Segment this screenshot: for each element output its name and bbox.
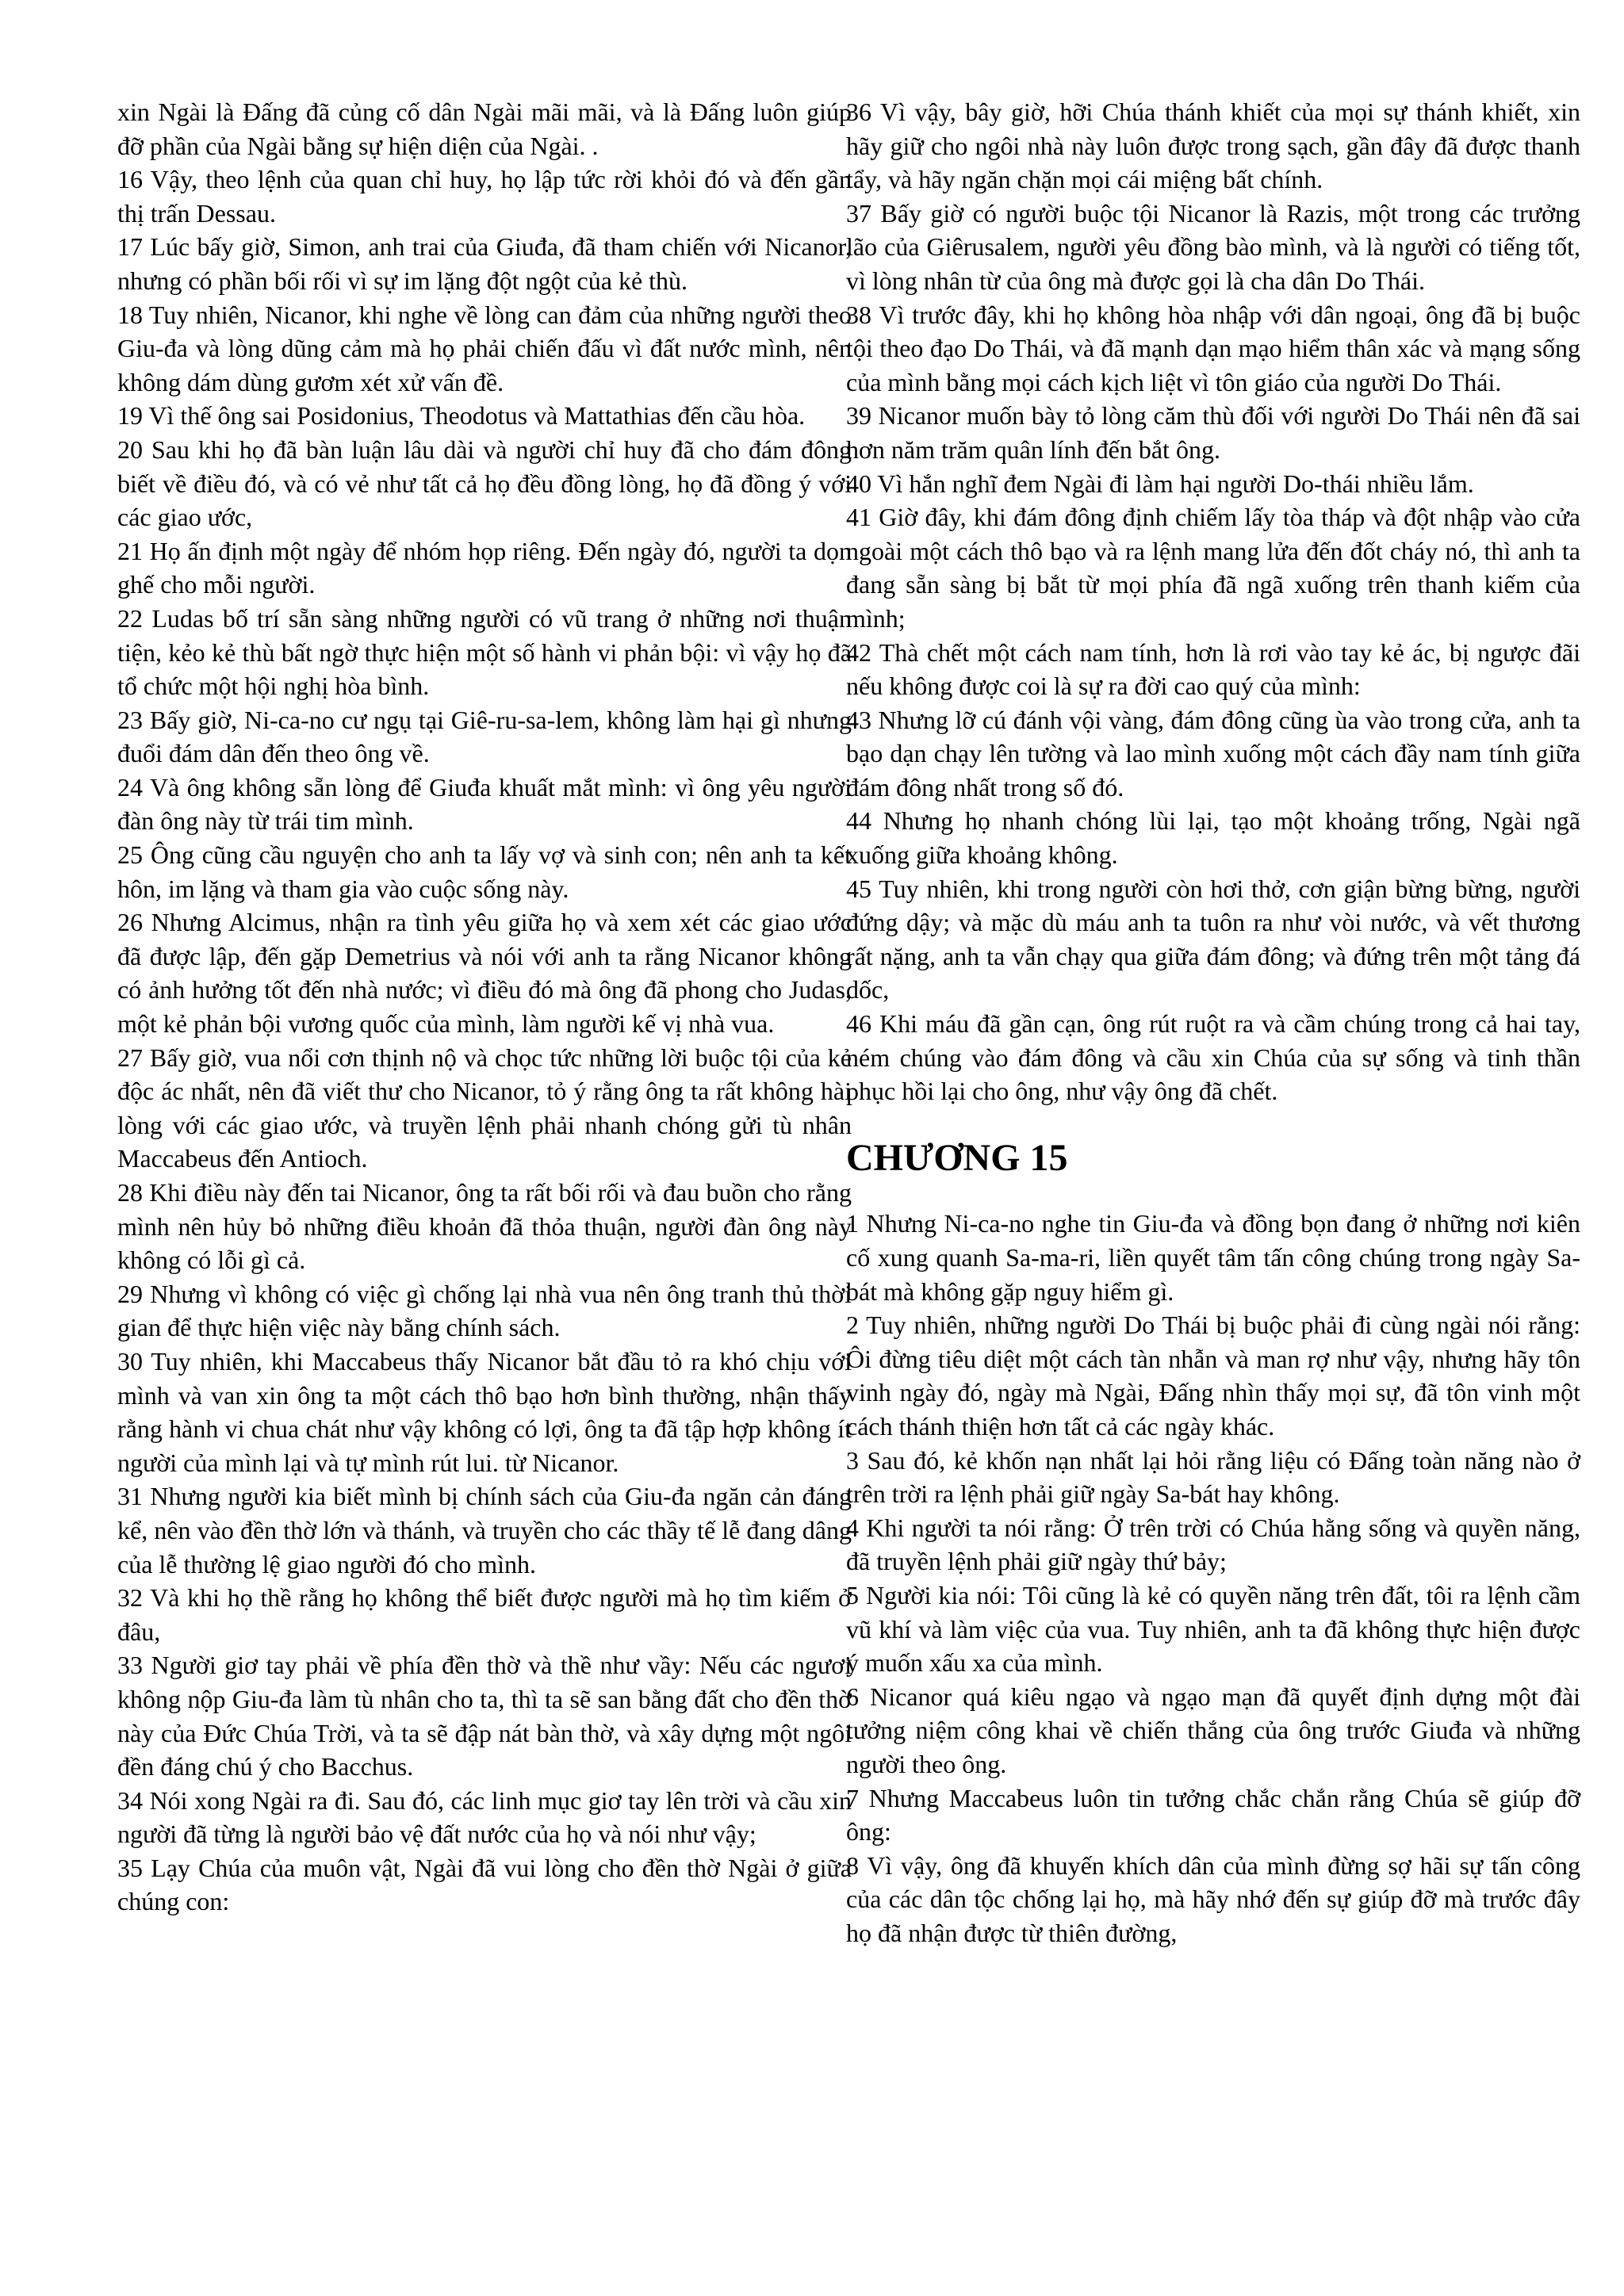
verse-40: 40 Vì hắn nghĩ đem Ngài đi làm hại người Do-thái nhiều lắm.	[846, 469, 1474, 498]
verse-20: 20 Sau khi họ đã bàn luận lâu dài và người chỉ huy đã cho đám đông biết về điều đó, và có vẻ như tất cả họ đều đồng lòng, họ đã đồng ý với các giao ước,	[117, 434, 852, 532]
right-column	[846, 95, 1580, 1950]
chapter-heading: CHƯƠNG 15	[846, 1136, 1068, 1179]
verse-25: 25 Ông cũng cầu nguyện cho anh ta lấy vợ và sinh con; nên anh ta kết hôn, im lặng và tham gia vào cuộc sống này.	[117, 840, 852, 903]
verse-27: 27 Bấy giờ, vua nổi cơn thịnh nộ và chọc tức những lời buộc tội của kẻ độc ác nhất, nên đã viết thư cho Nicanor, tỏ ý rằng ông ta rất không hài lòng với các giao ước, và truyền lệnh phải nhanh chóng gửi tù nhân Maccabeus đến Antioch.	[117, 1043, 852, 1173]
verse-30: 30 Tuy nhiên, khi Maccabeus thấy Nicanor bắt đầu tỏ ra khó chịu với mình và van xin ông ta một cách thô bạo hơn bình thường, nhận thấy rằng hành vi chua chát như vậy không có lợi, ông ta đã tập hợp không ít người của mình lại và tự mình rút lui. từ Nicanor.	[117, 1346, 852, 1477]
verse-43: 43 Nhưng lỡ cú đánh vội vàng, đám đông cũng ùa vào trong cửa, anh ta bạo dạn chạy lên tường và lao mình xuống một cách đầy nam tính giữa đám đông nhất trong số đó.	[846, 705, 1580, 802]
verse-42: 42 Thà chết một cách nam tính, hơn là rơi vào tay kẻ ác, bị ngược đãi nếu không được coi là sự ra đời cao quý của mình:	[846, 637, 1580, 701]
verse-18: 18 Tuy nhiên, Nicanor, khi nghe về lòng can đảm của những người theo Giu-đa và lòng dũng cảm mà họ phải chiến đấu vì đất nước mình, nên không dám dùng gươm xét xử vấn đề.	[117, 300, 852, 396]
verse-38: 38 Vì trước đây, khi họ không hòa nhập với dân ngoại, ông đã bị buộc tội theo đạo Do Thái, và đã mạnh dạn mạo hiểm thân xác và mạng sống của mình bằng mọi cách kịch liệt vì tôn giáo của người Do Thái.	[846, 300, 1580, 396]
verse-31: 31 Nhưng người kia biết mình bị chính sách của Giu-đa ngăn cản đáng kể, nên vào đền thờ lớn và thánh, và truyền cho các thầy tế lễ đang dâng của lễ thường lệ giao người đó cho mình.	[117, 1482, 852, 1578]
verse-39: 39 Nicanor muốn bày tỏ lòng căm thù đối với người Do Thái nên đã sai hơn năm trăm quân lính đến bắt ông.	[846, 401, 1580, 464]
verse-32: 32 Và khi họ thề rằng họ không thể biết được người mà họ tìm kiếm ở đâu,	[117, 1583, 852, 1646]
ch15-verse-1: 1 Nhưng Ni-ca-no nghe tin Giu-đa và đồng bọn đang ở những nơi kiên cố xung quanh Sa-ma-ri, liền quyết tâm tấn công chúng trong ngày Sa-bát mà không gặp nguy hiểm gì.	[846, 1209, 1580, 1306]
ch15-verse-5: 5 Người kia nói: Tôi cũng là kẻ có quyền năng trên đất, tôi ra lệnh cầm vũ khí và làm việc của vua. Tuy nhiên, anh ta đã không thực hiện được ý muốn xấu xa của mình.	[846, 1580, 1580, 1678]
ch15-verse-7: 7 Nhưng Maccabeus luôn tin tưởng chắc chắn rằng Chúa sẽ giúp đỡ ông:	[846, 1783, 1580, 1846]
verse-19: 19 Vì thế ông sai Posidonius, Theodotus và Mattathias đến cầu hòa.	[117, 401, 806, 430]
left-column	[117, 95, 852, 1919]
verse-28: 28 Khi điều này đến tai Nicanor, ông ta rất bối rối và đau buồn cho rằng mình nên hủy bỏ những điều khoản đã thỏa thuận, người đàn ông này không có lỗi gì cả.	[117, 1178, 852, 1275]
verse-46: 46 Khi máu đã gần cạn, ông rút ruột ra và cầm chúng trong cả hai tay, ném chúng vào đám đông và cầu xin Chúa của sự sống và tinh thần phục hồi lại cho ông, như vậy ông đã chết.	[846, 1009, 1580, 1106]
verse-text: xin Ngài là Đấng đã củng cố dân Ngài mãi mãi, và là Đấng luôn giúp đỡ phần của Ngài bằng sự hiện diện của Ngài. .	[117, 98, 852, 160]
verse-23: 23 Bấy giờ, Ni-ca-no cư ngụ tại Giê-ru-sa-lem, không làm hại gì nhưng đuổi đám dân đến theo ông về.	[117, 705, 852, 768]
verse-44: 44 Nhưng họ nhanh chóng lùi lại, tạo một khoảng trống, Ngài ngã xuống giữa khoảng không.	[846, 806, 1580, 870]
verse-24: 24 Và ông không sẵn lòng để Giuđa khuất mắt mình: vì ông yêu người đàn ông này từ trái tim mình.	[117, 772, 852, 836]
ch15-verse-8: 8 Vì vậy, ông đã khuyến khích dân của mình đừng sợ hãi sự tấn công của các dân tộc chống lại họ, mà hãy nhớ đến sự giúp đỡ mà trước đây họ đã nhận được từ thiên đường,	[846, 1850, 1580, 1947]
verse-35: 35 Lạy Chúa của muôn vật, Ngài đã vui lòng cho đền thờ Ngài ở giữa chúng con:	[117, 1853, 852, 1916]
ch15-verse-2: 2 Tuy nhiên, những người Do Thái bị buộc phải đi cùng ngài nói rằng: Ôi đừng tiêu diệt một cách tàn nhẫn và man rợ như vậy, nhưng hãy tôn vinh ngày đó, ngày mà Ngài, Đấng nhìn thấy mọi sự, đã tôn vinh một cách thánh thiện hơn tất cả các ngày khác.	[846, 1311, 1580, 1441]
verse-22: 22 Ludas bố trí sẵn sàng những người có vũ trang ở những nơi thuận tiện, kẻo kẻ thù bất ngờ thực hiện một số hành vi phản bội: vì vậy họ đã tổ chức một hội nghị hòa bình.	[117, 603, 852, 701]
verse-37: 37 Bấy giờ có người buộc tội Nicanor là Razis, một trong các trưởng lão của Giêrusalem, người yêu đồng bào mình, và là người có tiếng tốt, vì lòng nhân từ của ông mà được gọi là cha dân Do Thái.	[846, 198, 1580, 295]
verse-29: 29 Nhưng vì không có việc gì chống lại nhà vua nên ông tranh thủ thời gian để thực hiện việc này bằng chính sách.	[117, 1279, 852, 1342]
verse-16: 16 Vậy, theo lệnh của quan chỉ huy, họ lập tức rời khỏi đó và đến gần thị trấn Dessau.	[117, 165, 852, 228]
verse-45: 45 Tuy nhiên, khi trong người còn hơi thở, cơn giận bừng bừng, người đứng dậy; và mặc dù máu anh ta tuôn ra như vòi nước, và vết thương rất nặng, anh ta vẫn chạy qua giữa đám đông; và đứng trên một tảng đá dốc,	[846, 874, 1580, 1004]
verse-21: 21 Họ ấn định một ngày để nhóm họp riêng. Đến ngày đó, người ta dọn ghế cho mỗi người.	[117, 536, 852, 599]
verse-36: 36 Vì vậy, bây giờ, hỡi Chúa thánh khiết của mọi sự thánh khiết, xin hãy giữ cho ngôi nhà này luôn được trong sạch, gần đây đã được thanh tẩy, và hãy ngăn chặn mọi cái miệng bất chính.	[846, 98, 1580, 194]
verse-34: 34 Nói xong Ngài ra đi. Sau đó, các linh mục giơ tay lên trời và cầu xin người đã từng là người bảo vệ đất nước của họ và nói như vậy;	[117, 1785, 852, 1849]
verse-41: 41 Giờ đây, khi đám đông định chiếm lấy tòa tháp và đột nhập vào cửa ngoài một cách thô bạo và ra lệnh mang lửa đến đốt cháy nó, thì anh ta đang sẵn sàng bị bắt từ mọi phía đã ngã xuống trên thanh kiếm của mình;	[846, 503, 1580, 633]
verse-33: 33 Người giơ tay phải về phía đền thờ và thề như vầy: Nếu các ngươi không nộp Giu-đa làm tù nhân cho ta, thì ta sẽ san bằng đất cho đền thờ này của Đức Chúa Trời, và ta sẽ đập nát bàn thờ, và xây dựng một ngôi đền đáng chú ý cho Bacchus.	[117, 1651, 852, 1781]
verse-26: 26 Nhưng Alcimus, nhận ra tình yêu giữa họ và xem xét các giao ước đã được lập, đến gặp Demetrius và nói với anh ta rằng Nicanor không có ảnh hưởng tốt đến nhà nước; vì điều đó mà ông đã phong cho Judas, một kẻ phản bội vương quốc của mình, làm người kế vị nhà vua.	[117, 908, 852, 1039]
verse-17: 17 Lúc bấy giờ, Simon, anh trai của Giuđa, đã tham chiến với Nicanor, nhưng có phần bối rối vì sự im lặng đột ngột của kẻ thù.	[117, 232, 852, 295]
ch15-verse-4: 4 Khi người ta nói rằng: Ở trên trời có Chúa hằng sống và quyền năng, đã truyền lệnh phải giữ ngày thứ bảy;	[846, 1513, 1580, 1576]
ch15-verse-3: 3 Sau đó, kẻ khốn nạn nhất lại hỏi rằng liệu có Đấng toàn năng nào ở trên trời ra lệnh phải giữ ngày Sa-bát hay không.	[846, 1445, 1580, 1509]
ch15-verse-6: 6 Nicanor quá kiêu ngạo và ngạo mạn đã quyết định dựng một đài tưởng niệm công khai về chiến thắng của ông trước Giuđa và những người theo ông.	[846, 1682, 1580, 1778]
